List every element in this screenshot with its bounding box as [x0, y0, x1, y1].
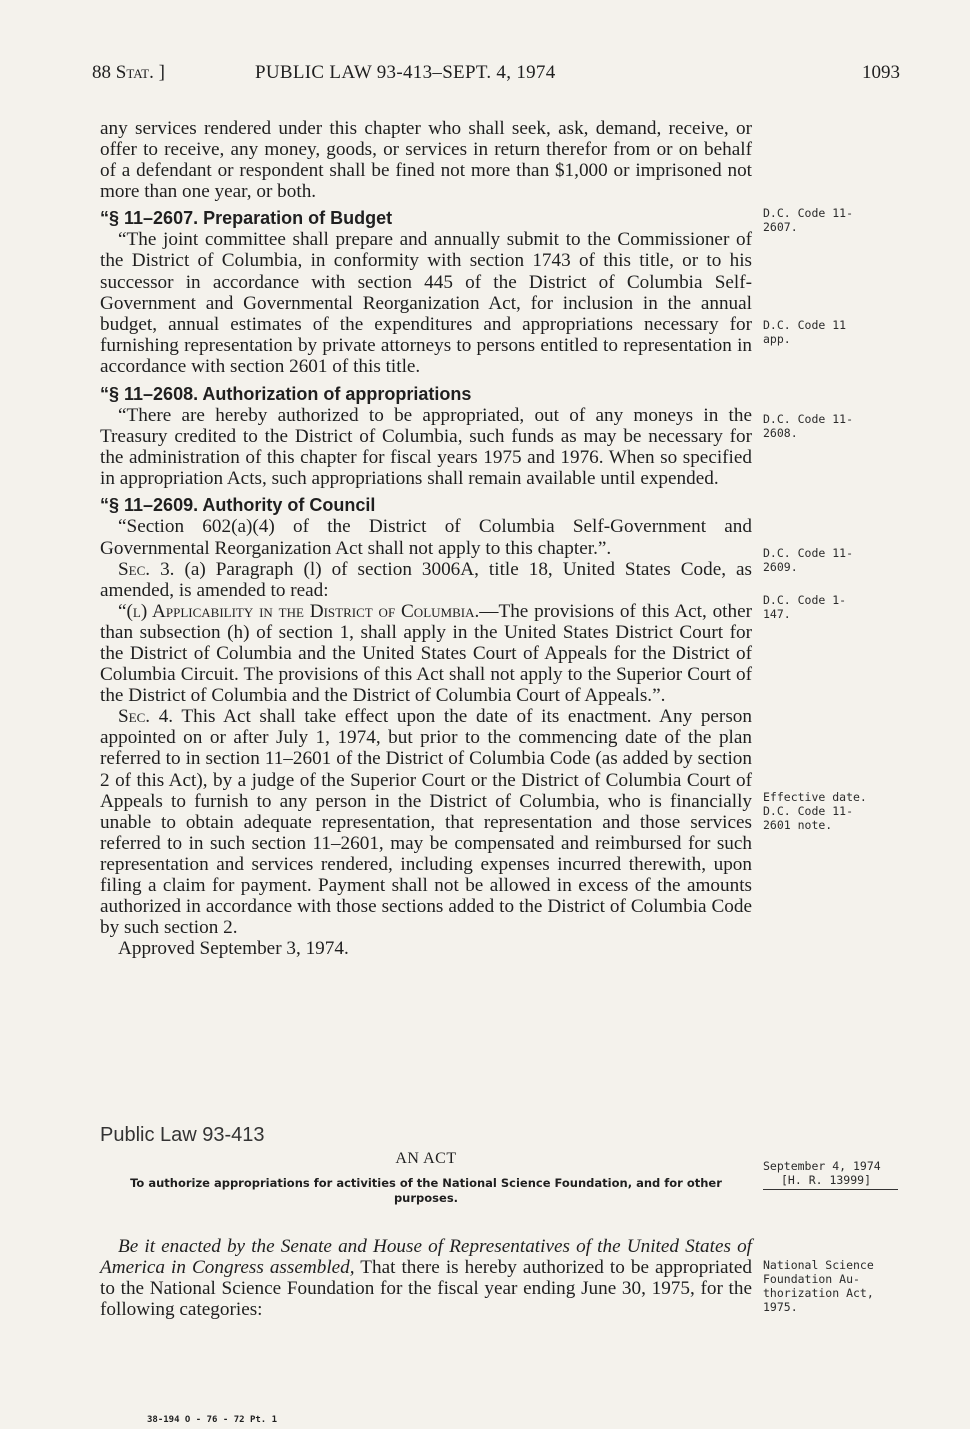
section-2609-heading: “§ 11–2609. Authority of Council	[100, 495, 376, 516]
section-4-label: Sec. 4.	[118, 706, 174, 728]
applicability-text: —The provisions of this Act, other than subsection (h) of section 1, shall apply in the United States District Court for the District of Columbia and the United States Court of Appeals for the District of Columbia Circuit. The provisions of this Act shall not apply to the Superior Court of the District of Columbia and the District of Columbia Court of Appeals.”.	[100, 600, 753, 707]
section-2608-text: “There are hereby authorized to be appropriated, out of any moneys in the Treasury credited to the District of Columbia, such funds as may be necessary for the administration of this chapter for fiscal years 1975 and 1976. When so specified in appropriation Acts, such appropriations shall remain available until expended.	[100, 405, 752, 490]
margin-note-effective-date: Effective date. D.C. Code 11- 2601 note.	[763, 790, 867, 832]
section-2609-text: “Section 602(a)(4) of the District of Columbia Self-Government and Governmental Reorganization Act shall not apply to this chapter.”.	[100, 516, 752, 559]
page-number: 1093	[862, 62, 900, 83]
margin-note-2607: D.C. Code 11- 2607.	[763, 206, 854, 234]
section-4-paragraph	[100, 706, 752, 938]
an-act-heading: AN ACT	[395, 1150, 457, 1167]
enacting-text: That there is hereby authorized to be appropriated to the National Science Foundation for the fiscal year ending June 30, 1975, for the following categories:	[100, 1257, 753, 1321]
running-title: PUBLIC LAW 93-413–SEPT. 4, 1974	[255, 62, 556, 83]
section-3-text: (a) Paragraph (l) of section 3006A, title 18, United States Code, as amended, is amended to read:	[100, 558, 752, 601]
margin-rule	[763, 1189, 898, 1190]
statute-reference: 88 Stat. ]	[92, 62, 165, 83]
act-purpose: To authorize appropriations for activities of the National Science Foundation, and for other purposes.	[130, 1176, 722, 1205]
margin-note-2608: D.C. Code 11- 2608.	[763, 412, 854, 440]
section-2607-text: “The joint committee shall prepare and annually submit to the Commissioner of the District of Columbia, in conformity with section 1743 of this title, or to his successor in accordance with section 445 of the District of Columbia Self-Government and Governmental Reorganization Act, for inclusion in the annual budget, annual estimates of the expenditures and appropriations necessary for furnishing representation by private attorneys to persons entitled to representation in accordance with section 2601 of this title.	[100, 229, 752, 377]
body-text-block-1	[100, 118, 752, 959]
applicability-label: “(l) Applicability in the District of Columbia.	[118, 600, 480, 622]
print-code-footer: 38-194 O - 76 - 72 Pt. 1	[147, 1415, 278, 1425]
margin-note-11-app: D.C. Code 11 app.	[763, 318, 847, 346]
public-law-title: Public Law 93-413	[100, 1124, 265, 1146]
page-header	[92, 62, 900, 92]
enacting-clause	[100, 1236, 752, 1320]
enacting-block	[100, 1236, 752, 1320]
intro-paragraph: any services rendered under this chapter who shall seek, ask, demand, receive, or offer to receive, any money, goods, or services in return therefor from or on behalf of a defendant or respondent shall be fined not more than $1,000 or imprisoned not more than one year, or both.	[100, 118, 752, 203]
margin-note-2609: D.C. Code 11- 2609.	[763, 546, 854, 574]
enacting-italic: Be it enacted by the Senate and House of Representatives of the United States of America in Congress assembled,	[100, 1236, 752, 1279]
applicability-paragraph	[100, 601, 752, 706]
section-4-text: This Act shall take effect upon the date of its enactment. Any person appointed on or after July 1, 1974, but prior to the commencing date of the plan referred to in section 11–2601 of the District of Columbia Code (as added by section 2 of this Act), by a judge of the Superior Court or the District of Columbia Court of Appeals to furnish to any person in the District of Columbia, who is financially unable to obtain adequate representation, that representation and those services referred to in such section 11–2601, may be compensated and reimbursed for such representation and services rendered, including expenses incurred therewith, upon filing a claim for payment. Payment shall not be allowed in excess of the amounts authorized in accordance with those sections added to the District of Columbia Code by such section 2.	[100, 706, 752, 939]
section-3-paragraph	[100, 559, 752, 601]
section-2607-heading: “§ 11–2607. Preparation of Budget	[100, 208, 393, 229]
margin-note-date-bill: September 4, 1974 [H. R. 13999]	[763, 1159, 881, 1187]
section-3-label: Sec. 3.	[118, 558, 175, 580]
margin-note-nsf-act: National Science Foundation Au- thorization Act, 1975.	[763, 1258, 874, 1314]
margin-note-1-147: D.C. Code 1- 147.	[763, 593, 847, 621]
approved-line: Approved September 3, 1974.	[118, 938, 349, 960]
section-2608-heading: “§ 11–2608. Authorization of appropriations	[100, 384, 472, 405]
